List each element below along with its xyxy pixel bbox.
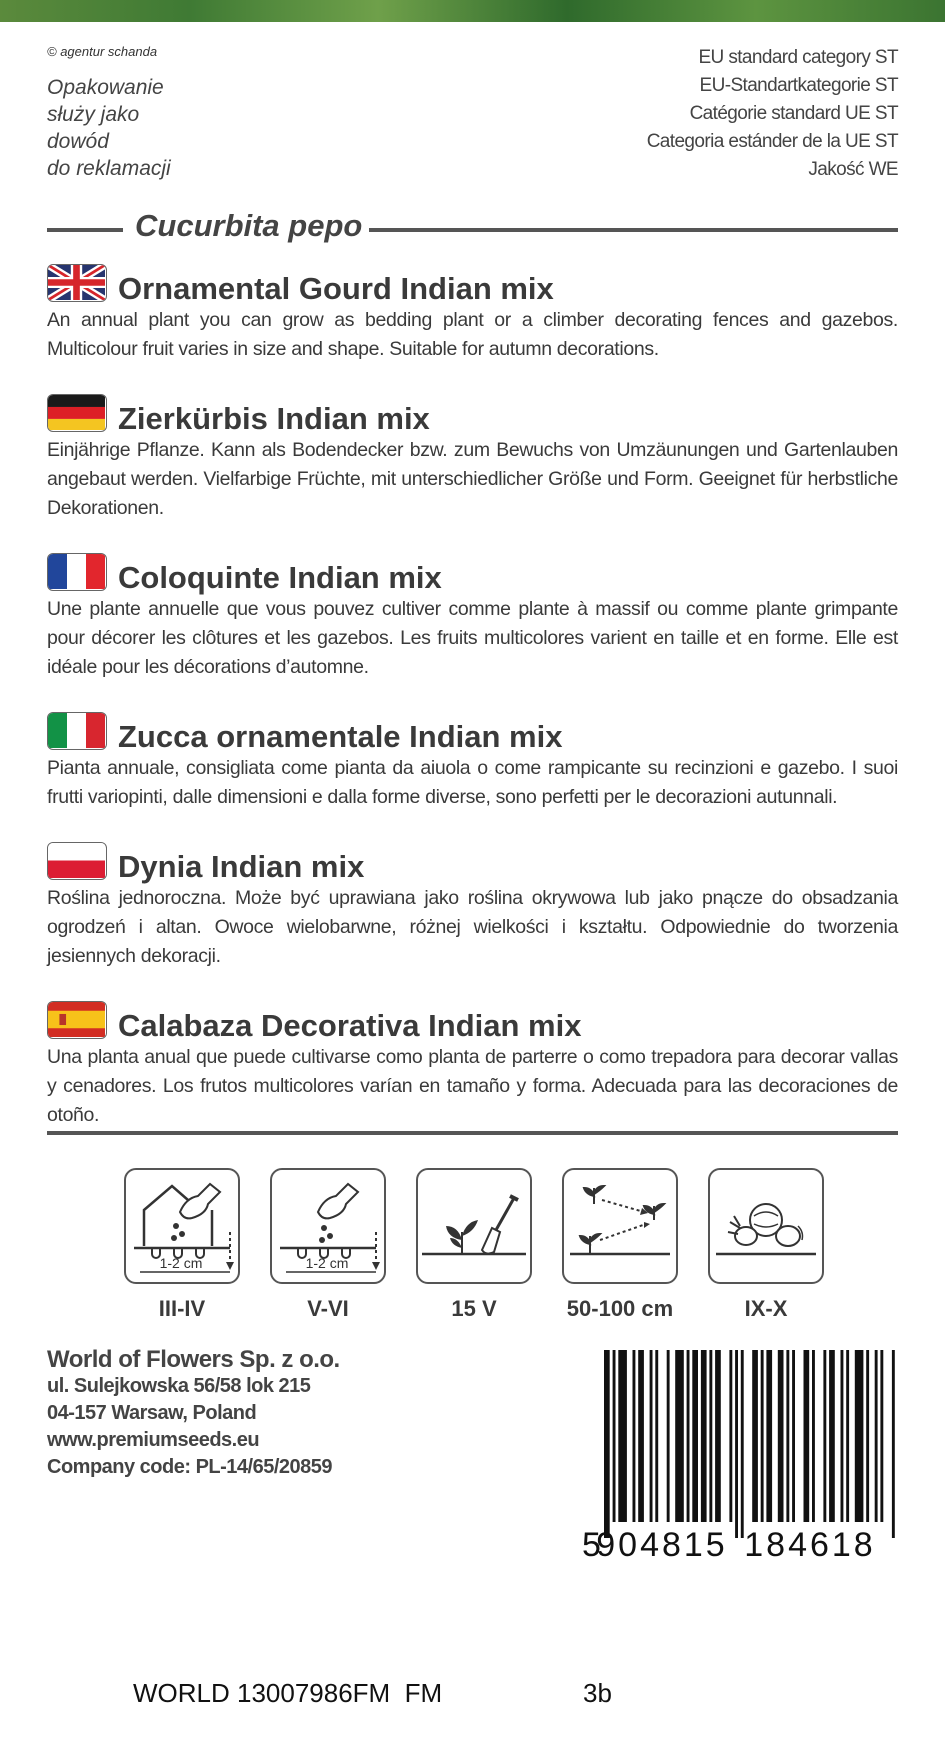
print-code: WORLD 13007986FM FM xyxy=(133,1678,443,1708)
section-body: Pianta annuale, consigliata come pianta da aiuola o come rampicante su recinzioni e gazebo. I suoi frutti variopinti, dalle dimensioni e dalla forme diverse, sono perfetti per le decorazioni autunnali. xyxy=(47,757,898,808)
section-body: Une plante annuelle que vous pouvez cultiver comme plante à massif ou comme plante grimpante pour décorer les clôtures et les gazebos. Les fruits multicolores varient en taille et en forme. Elle est idéale pour les décorations d’automne. xyxy=(47,598,898,678)
barcode-group-left: 904815 xyxy=(596,1526,728,1562)
barcode-bar xyxy=(866,1350,869,1522)
section-title: Coloquinte Indian mix xyxy=(118,560,442,595)
sowing-indoor-icon xyxy=(124,1168,240,1284)
eu-category-line: EU standard category ST xyxy=(698,47,898,68)
barcode-bar xyxy=(841,1350,844,1522)
barcode-bar xyxy=(855,1350,864,1522)
copyright-note: © agentur schanda xyxy=(47,44,158,59)
sowing-depth-label: 1-2 cm xyxy=(159,1255,203,1271)
complaint-line: Opakowanie xyxy=(47,76,164,99)
section-title: Calabaza Decorativa Indian mix xyxy=(118,1008,582,1043)
barcode-bar xyxy=(638,1350,644,1522)
ean-barcode xyxy=(570,1350,900,1562)
barcode-bar xyxy=(735,1350,738,1538)
barcode-bar xyxy=(786,1350,789,1522)
company-name: World of Flowers Sp. z o.o. xyxy=(47,1346,340,1373)
harvest-period: IX-X xyxy=(744,1296,788,1321)
barcode-bar xyxy=(655,1350,658,1522)
uk-flag-icon xyxy=(47,264,107,302)
company-code: Company code: PL-14/65/20859 xyxy=(47,1456,333,1478)
barcode-bar xyxy=(880,1350,883,1522)
sowing-outdoor-icon xyxy=(270,1168,386,1284)
section-body: An annual plant you can grow as bedding plant or a climber decorating fences and gazebos. Multicolour fruit varies in size and shape. Suitable for autumn decorations. xyxy=(47,309,898,360)
eu-category-list xyxy=(647,44,898,184)
transplant-date: 15 V xyxy=(451,1296,497,1321)
complaint-notice xyxy=(47,74,171,182)
germany-flag-icon xyxy=(47,394,107,432)
section-title: Dynia Indian mix xyxy=(118,849,365,884)
section-title: Zucca ornamentale Indian mix xyxy=(118,719,563,754)
barcode-bar xyxy=(892,1350,895,1538)
barcode-bar xyxy=(618,1350,627,1522)
barcode-bar xyxy=(709,1350,712,1522)
barcode-bar xyxy=(761,1350,764,1522)
company-address xyxy=(47,1346,340,1481)
transplant-icon xyxy=(416,1168,532,1284)
barcode-bar xyxy=(766,1350,772,1522)
barcode-bar xyxy=(778,1350,784,1522)
barcode-bar xyxy=(692,1350,698,1522)
company-website: www.premiumseeds.eu xyxy=(47,1429,260,1451)
barcode-bar xyxy=(715,1350,721,1522)
header-image-band xyxy=(0,0,945,22)
section-divider xyxy=(47,1131,898,1135)
barcode-group-right: 184618 xyxy=(744,1526,876,1562)
plant-spacing-value: 50-100 cm xyxy=(566,1296,674,1321)
barcode-bar xyxy=(829,1350,835,1522)
complaint-line: dowód xyxy=(47,130,109,153)
poland-flag-icon xyxy=(47,842,107,880)
section-body: Roślina jednoroczna. Może być uprawiana jako roślina okrywowa lub jako pnącze do obsadzania ogrodzeń i altan. Owoce wielobarwne, różnej wielkości i kształtu. Odpowiednie do tworzenia jesiennych dekoracji. xyxy=(47,887,898,967)
print-version: 3b xyxy=(583,1678,612,1708)
barcode-bar xyxy=(613,1350,616,1522)
plant-spacing-icon xyxy=(562,1168,678,1284)
complaint-line: do reklamacji xyxy=(47,157,171,180)
barcode-bar xyxy=(741,1350,744,1538)
divider-right xyxy=(369,228,898,232)
company-city: 04-157 Warsaw, Poland xyxy=(47,1402,257,1424)
barcode-bar xyxy=(650,1350,653,1522)
section-title: Ornamental Gourd Indian mix xyxy=(118,271,554,306)
barcode-bar xyxy=(675,1350,684,1522)
barcode-bar xyxy=(633,1350,636,1522)
barcode-bar xyxy=(687,1350,690,1522)
barcode-bar xyxy=(792,1350,795,1522)
barcode-bar xyxy=(752,1350,758,1522)
italy-flag-icon xyxy=(47,712,107,750)
barcode-bar xyxy=(804,1350,810,1522)
eu-category-line: Jakość WE xyxy=(808,159,898,180)
sowing-depth-label: 1-2 cm xyxy=(305,1255,349,1271)
barcode-bar xyxy=(729,1350,732,1522)
divider-left xyxy=(47,228,123,232)
france-flag-icon xyxy=(47,553,107,591)
section-title: Zierkürbis Indian mix xyxy=(118,401,430,436)
barcode-bar xyxy=(823,1350,826,1522)
complaint-line: służy jako xyxy=(47,103,140,126)
barcode-bar xyxy=(812,1350,815,1522)
barcode-bar xyxy=(604,1350,610,1538)
spain-flag-icon xyxy=(47,1001,107,1039)
barcode-bar xyxy=(667,1350,670,1522)
sowing-indoor-period: III-IV xyxy=(158,1296,206,1321)
section-body: Einjährige Pflanze. Kann als Bodendecker bzw. zum Bewuchs von Umzäunungen und Gartenlauben angebaut werden. Vielfarbige Früchte, mit unterschiedlicher Größe und Form. Geeignet für herbstliche Dekorationen. xyxy=(47,439,898,519)
latin-name-row xyxy=(47,206,898,252)
harvest-icon xyxy=(708,1168,824,1284)
eu-category-line: EU-Standartkategorie ST xyxy=(699,75,898,96)
latin-name: Cucurbita pepo xyxy=(135,208,363,243)
barcode-bar xyxy=(875,1350,878,1522)
eu-category-line: Catégorie standard UE ST xyxy=(689,103,898,124)
barcode-bar xyxy=(846,1350,849,1522)
barcode-bar xyxy=(701,1350,707,1522)
sowing-outdoor-period: V-VI xyxy=(307,1296,349,1321)
barcode-first-digit: 5 xyxy=(582,1526,601,1562)
company-street: ul. Sulejkowska 56/58 lok 215 xyxy=(47,1375,311,1397)
section-body: Una planta anual que puede cultivarse como planta de parterre o como trepadora para decorar vallas y cenadores. Los frutos multicolores varían en tamaño y forma. Adecuada para las decoraciones de otoño. xyxy=(47,1046,898,1126)
eu-category-line: Categoria estánder de la UE ST xyxy=(646,131,898,152)
